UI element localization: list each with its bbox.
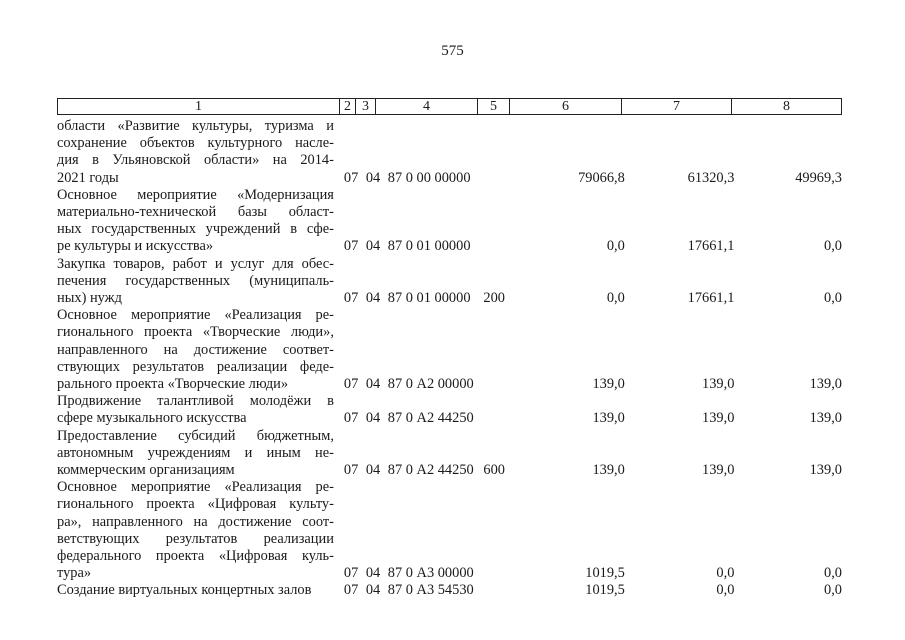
section-code: 07: [343, 565, 359, 582]
page-number: 575: [441, 43, 464, 59]
amount-col-8: 139,0: [809, 376, 842, 393]
expense-type-code: 600: [483, 462, 505, 479]
header-col-8: 8: [783, 99, 790, 114]
description-line: ных государственных учреждений в сфе-: [57, 221, 334, 238]
subsection-code: 04: [365, 565, 381, 582]
target-article-code: 87 0 01 00000: [387, 290, 471, 307]
header-col-4: 4: [376, 99, 478, 114]
description-line: сохранение объектов культурного насле-: [57, 135, 334, 152]
row-description: [57, 118, 338, 187]
description-line: ных) нужд: [57, 290, 122, 307]
description-line: Основное мероприятие «Реализация ре-: [57, 307, 334, 324]
amount-col-8: 0,0: [824, 582, 842, 599]
amount-col-6: 139,0: [592, 410, 625, 427]
amount-col-6: 79066,8: [578, 169, 625, 186]
table-row: [57, 393, 842, 427]
description-line: печения государственных (муниципаль-: [57, 272, 334, 289]
amount-col-6: 139,0: [592, 462, 625, 479]
amount-col-7: 61320,3: [687, 169, 735, 186]
amount-col-7: 139,0: [702, 462, 735, 479]
description-line: рального проекта «Творческие люди»: [57, 376, 289, 393]
amount-col-8: 139,0: [809, 410, 842, 427]
amount-col-6: 0,0: [606, 238, 625, 255]
amount-col-8: 49969,3: [795, 169, 842, 186]
description-line: ветствующих результатов реализации: [57, 530, 334, 547]
amount-col-6: 0,0: [606, 290, 625, 307]
section-code: 07: [343, 376, 359, 393]
description-line: автономным учреждениям и иным не-: [57, 444, 334, 461]
header-col-2: 2: [340, 99, 356, 114]
table-row: [57, 307, 842, 393]
header-col-6: 6: [510, 99, 622, 114]
amount-col-8: 0,0: [824, 565, 842, 582]
header-col-7: 7: [622, 99, 732, 114]
row-description: [57, 582, 338, 599]
amount-col-7: 0,0: [716, 582, 735, 599]
header-col-5: 5: [478, 99, 510, 114]
description-line: Предоставление субсидий бюджетным,: [57, 427, 334, 444]
amount-col-6: 1019,5: [585, 565, 625, 582]
description-line: Продвижение талантливой молодёжи в: [57, 393, 334, 410]
subsection-code: 04: [365, 376, 381, 393]
amount-col-7: 0,0: [716, 565, 735, 582]
table-row: [57, 118, 842, 187]
target-article-code: 87 0 00 00000: [387, 169, 471, 186]
description-line: 2021 годы: [57, 169, 119, 186]
section-code: 07: [343, 410, 359, 427]
expense-type-code: 200: [483, 290, 505, 307]
description-line: Создание виртуальных концертных залов: [57, 582, 312, 599]
description-line: ра», направленного на достижение соот-: [57, 513, 334, 530]
target-article-code: 87 0 А2 44250: [387, 462, 474, 479]
amount-col-7: 139,0: [702, 410, 735, 427]
amount-col-8: 0,0: [824, 238, 842, 255]
description-line: направленного на достижение соответ-: [57, 341, 334, 358]
section-code: 07: [343, 238, 359, 255]
description-line: Основное мероприятие «Реализация ре-: [57, 479, 334, 496]
header-col-1: 1: [58, 99, 340, 114]
row-description: [57, 307, 338, 393]
amount-col-6: 139,0: [592, 376, 625, 393]
target-article-code: 87 0 А2 44250: [387, 410, 474, 427]
target-article-code: 87 0 А3 00000: [387, 565, 474, 582]
table-row: [57, 582, 842, 599]
budget-table-body: [57, 118, 842, 600]
target-article-code: 87 0 А2 00000: [387, 376, 474, 393]
description-line: ствующих результатов реализации феде-: [57, 358, 334, 375]
row-description: [57, 187, 338, 256]
subsection-code: 04: [365, 410, 381, 427]
amount-col-7: 139,0: [702, 376, 735, 393]
description-line: Основное мероприятие «Модернизация: [57, 186, 334, 203]
subsection-code: 04: [365, 582, 381, 599]
section-code: 07: [343, 169, 359, 186]
target-article-code: 87 0 А3 54530: [387, 582, 474, 599]
description-line: сфере музыкального искусства: [57, 410, 247, 427]
description-line: материально-технической базы област-: [57, 204, 334, 221]
row-description: [57, 393, 338, 427]
table-row: [57, 256, 842, 308]
table-row: [57, 479, 842, 582]
section-code: 07: [343, 290, 359, 307]
table-row: [57, 428, 842, 480]
description-line: гионального проекта «Цифровая культу-: [57, 496, 334, 513]
target-article-code: 87 0 01 00000: [387, 238, 471, 255]
description-line: дия в Ульяновской области» на 2014-: [57, 152, 334, 169]
description-line: Закупка товаров, работ и услуг для обес-: [57, 255, 334, 272]
row-description: [57, 256, 338, 308]
amount-col-7: 17661,1: [687, 238, 735, 255]
description-line: гионального проекта «Творческие люди»,: [57, 324, 334, 341]
table-row: [57, 187, 842, 256]
row-description: [57, 428, 338, 480]
description-line: коммерческим организациям: [57, 462, 235, 479]
section-code: 07: [343, 462, 359, 479]
amount-col-6: 1019,5: [585, 582, 625, 599]
description-line: области «Развитие культуры, туризма и: [57, 118, 334, 134]
amount-col-7: 17661,1: [687, 290, 735, 307]
subsection-code: 04: [365, 462, 381, 479]
subsection-code: 04: [365, 290, 381, 307]
description-line: тура»: [57, 565, 92, 582]
amount-col-8: 0,0: [824, 290, 842, 307]
amount-col-8: 139,0: [809, 462, 842, 479]
row-description: [57, 479, 338, 582]
header-col-3: 3: [356, 99, 376, 114]
description-line: федерального проекта «Цифровая куль-: [57, 548, 334, 565]
subsection-code: 04: [365, 238, 381, 255]
table-header: [57, 98, 842, 115]
section-code: 07: [343, 582, 359, 599]
subsection-code: 04: [365, 169, 381, 186]
description-line: ре культуры и искусства»: [57, 238, 214, 255]
